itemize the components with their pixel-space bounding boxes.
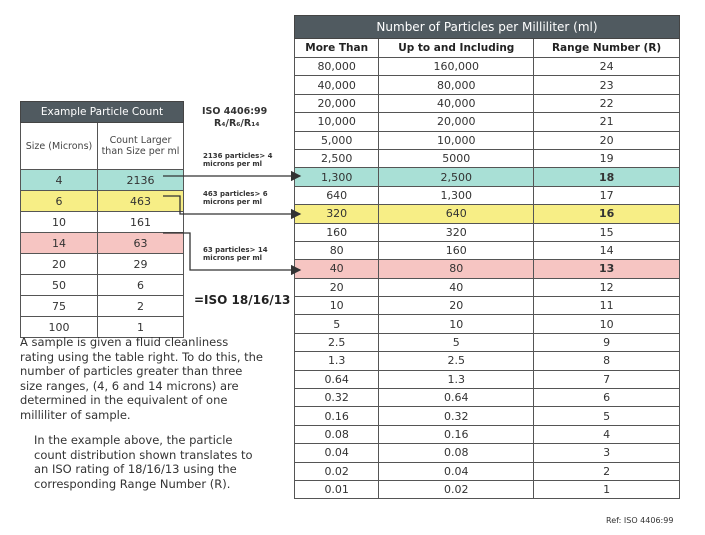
paragraph-line: size ranges, (4, 6 and 14 microns) are <box>20 378 239 393</box>
range-number-cell: 16 <box>534 205 680 223</box>
more-than-cell: 80,000 <box>295 58 379 76</box>
up-to-cell: 0.16 <box>379 425 534 443</box>
range-number-cell: 9 <box>534 333 680 351</box>
range-number-cell: 18 <box>534 168 680 186</box>
up-to-cell: 1.3 <box>379 370 534 388</box>
count-cell: 2136 <box>98 170 184 191</box>
paragraph-line: rating using the table right. To do this, the <box>20 349 264 364</box>
more-than-cell: 0.64 <box>295 370 379 388</box>
count-cell: 1 <box>98 317 184 338</box>
note-14-micron: 63 particles> 14 microns per ml <box>203 246 268 262</box>
more-than-header: More Than <box>295 39 379 58</box>
more-than-cell: 0.02 <box>295 462 379 480</box>
more-than-cell: 40 <box>295 260 379 278</box>
arrow-14-micron <box>163 233 300 270</box>
paragraph-line: an ISO rating of 18/16/13 using the <box>34 462 237 476</box>
range-number-header: Range Number (R) <box>534 39 680 58</box>
more-than-cell: 320 <box>295 205 379 223</box>
size-cell: 50 <box>21 275 98 296</box>
up-to-cell: 320 <box>379 223 534 241</box>
more-than-cell: 1,300 <box>295 168 379 186</box>
up-to-cell: 0.08 <box>379 444 534 462</box>
left-table-title: Example Particle Count <box>21 102 184 123</box>
up-to-header: Up to and Including <box>379 39 534 58</box>
range-number-cell: 11 <box>534 297 680 315</box>
count-column-header: Count Larger than Size per ml <box>98 123 184 170</box>
count-cell: 161 <box>98 212 184 233</box>
up-to-cell: 10,000 <box>379 131 534 149</box>
count-cell: 2 <box>98 296 184 317</box>
size-cell: 20 <box>21 254 98 275</box>
range-number-cell: 20 <box>534 131 680 149</box>
paragraph-line: milliliter of sample. <box>20 407 131 422</box>
paragraph-line: count distribution shown translates to <box>34 447 253 462</box>
reference-note: Ref: ISO 4406:99 <box>606 516 674 525</box>
range-number-cell: 17 <box>534 186 680 204</box>
up-to-cell: 640 <box>379 205 534 223</box>
up-to-cell: 0.64 <box>379 389 534 407</box>
range-number-cell: 19 <box>534 149 680 167</box>
more-than-cell: 0.16 <box>295 407 379 425</box>
size-cell: 4 <box>21 170 98 191</box>
more-than-cell: 20 <box>295 278 379 296</box>
more-than-cell: 10,000 <box>295 113 379 131</box>
more-than-cell: 1.3 <box>295 352 379 370</box>
example-paragraph <box>34 433 253 491</box>
up-to-cell: 80,000 <box>379 76 534 94</box>
range-number-cell: 15 <box>534 223 680 241</box>
count-cell: 29 <box>98 254 184 275</box>
size-cell: 10 <box>21 212 98 233</box>
more-than-cell: 0.32 <box>295 389 379 407</box>
arrow-6-micron <box>163 196 300 214</box>
paragraph-line: determined in the equivalent of one <box>20 393 228 407</box>
up-to-cell: 2.5 <box>379 352 534 370</box>
note-6-micron: 463 particles> 6 microns per ml <box>203 190 268 206</box>
more-than-cell: 5,000 <box>295 131 379 149</box>
range-number-cell: 6 <box>534 389 680 407</box>
explanation-paragraph <box>20 335 263 422</box>
count-cell: 63 <box>98 233 184 254</box>
paragraph-line: In the example above, the particle <box>34 433 233 447</box>
up-to-cell: 40,000 <box>379 94 534 112</box>
range-number-cell: 12 <box>534 278 680 296</box>
more-than-cell: 640 <box>295 186 379 204</box>
range-number-cell: 8 <box>534 352 680 370</box>
range-number-cell: 22 <box>534 94 680 112</box>
up-to-cell: 5 <box>379 333 534 351</box>
range-number-cell: 23 <box>534 76 680 94</box>
range-number-cell: 14 <box>534 241 680 259</box>
range-number-cell: 10 <box>534 315 680 333</box>
iso-standard-label: ISO 4406:99 <box>202 106 268 117</box>
paragraph-line: A sample is given a fluid cleanliness <box>20 335 229 349</box>
up-to-cell: 0.32 <box>379 407 534 425</box>
size-column-header: Size (Microns) <box>21 123 98 170</box>
up-to-cell: 5000 <box>379 149 534 167</box>
size-cell: 14 <box>21 233 98 254</box>
paragraph-line: number of particles greater than three <box>20 364 243 378</box>
more-than-cell: 0.04 <box>295 444 379 462</box>
range-number-cell: 4 <box>534 425 680 443</box>
size-cell: 75 <box>21 296 98 317</box>
more-than-cell: 0.08 <box>295 425 379 443</box>
up-to-cell: 40 <box>379 278 534 296</box>
iso-result: =ISO 18/16/13 <box>194 293 291 307</box>
up-to-cell: 80 <box>379 260 534 278</box>
more-than-cell: 160 <box>295 223 379 241</box>
up-to-cell: 160,000 <box>379 58 534 76</box>
range-number-cell: 24 <box>534 58 680 76</box>
range-number-cell: 1 <box>534 480 680 498</box>
iso-range-notation: R₄/R₆/R₁₄ <box>214 118 260 129</box>
more-than-cell: 2,500 <box>295 149 379 167</box>
note-4-micron: 2136 particles> 4 microns per ml <box>203 152 273 168</box>
up-to-cell: 20,000 <box>379 113 534 131</box>
up-to-cell: 10 <box>379 315 534 333</box>
more-than-cell: 2.5 <box>295 333 379 351</box>
range-number-cell: 13 <box>534 260 680 278</box>
more-than-cell: 20,000 <box>295 94 379 112</box>
range-number-cell: 7 <box>534 370 680 388</box>
right-table-title: Number of Particles per Milliliter (ml) <box>295 16 680 39</box>
range-number-cell: 2 <box>534 462 680 480</box>
more-than-cell: 5 <box>295 315 379 333</box>
range-number-cell: 5 <box>534 407 680 425</box>
up-to-cell: 2,500 <box>379 168 534 186</box>
count-cell: 463 <box>98 191 184 212</box>
range-number-cell: 3 <box>534 444 680 462</box>
up-to-cell: 0.02 <box>379 480 534 498</box>
size-cell: 6 <box>21 191 98 212</box>
more-than-cell: 40,000 <box>295 76 379 94</box>
up-to-cell: 20 <box>379 297 534 315</box>
size-cell: 100 <box>21 317 98 338</box>
up-to-cell: 160 <box>379 241 534 259</box>
more-than-cell: 0.01 <box>295 480 379 498</box>
up-to-cell: 0.04 <box>379 462 534 480</box>
paragraph-line: corresponding Range Number (R). <box>34 476 231 491</box>
count-cell: 6 <box>98 275 184 296</box>
range-number-cell: 21 <box>534 113 680 131</box>
more-than-cell: 10 <box>295 297 379 315</box>
more-than-cell: 80 <box>295 241 379 259</box>
up-to-cell: 1,300 <box>379 186 534 204</box>
